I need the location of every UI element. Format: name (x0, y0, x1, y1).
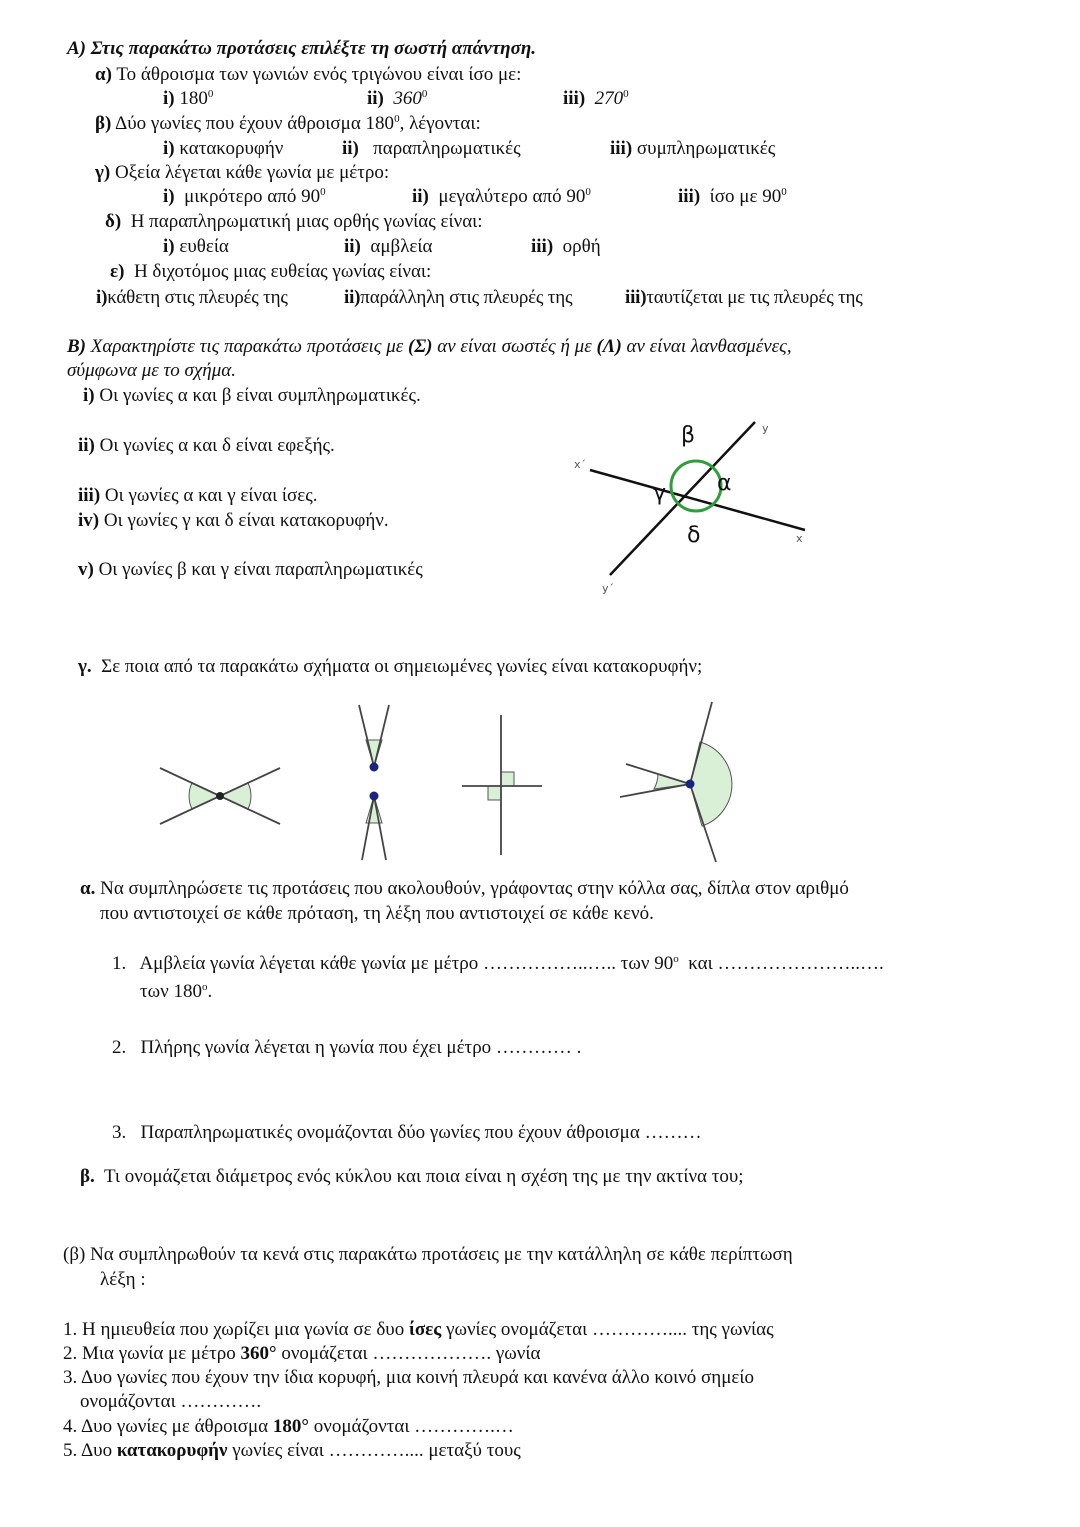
option-d-2[interactable]: ii) αμβλεία (344, 236, 433, 257)
part-f-line-4: 4. Δυο γωνίες με άθροισμα 180° ονομάζονται ………….… (63, 1416, 514, 1437)
label-xp: x΄ (574, 458, 587, 471)
figure-4 (620, 702, 732, 862)
part-f-instructions-line2: λέξη : (100, 1269, 146, 1290)
part-f-line-2: 2. Μια γωνία με μέτρο 360° ονομάζεται ………………. γωνία (63, 1343, 541, 1364)
part-b-title: Β) Χαρακτηρίστε τις παρακάτω προτάσεις με (Σ) αν είναι σωστές ή με (Λ) αν είναι λανθασμένες, (67, 336, 792, 357)
question-d: δ) Η παραπληρωματική μιας ορθής γωνίας είναι: (105, 211, 483, 232)
option-c-3[interactable]: iii) ίσο με $90^0$ (678, 186, 787, 207)
question-a: α) Το άθροισμα των γωνιών ενός τριγώνου είναι ίσο με: (95, 64, 522, 85)
statement-3: iii) Οι γωνίες α και γ είναι ίσες. (78, 485, 318, 506)
label-x: x (796, 532, 803, 545)
figure-4-point (686, 780, 695, 789)
figure-2 (359, 705, 389, 860)
option-b-1[interactable]: i) κατακορυφήν (163, 138, 284, 159)
angles-figure (560, 410, 820, 600)
option-c-1[interactable]: i) μικρότερο από $90^0$ (163, 186, 326, 207)
question-c: γ) Οξεία λέγεται κάθε γωνία με μέτρο: (95, 162, 390, 183)
part-f-line-1: 1. Η ημιευθεία που χωρίζει μια γωνία σε δυο ίσες γωνίες ονομάζεται ………….... της γωνίας (63, 1319, 774, 1340)
fill-sentence-1: 1. Αμβλεία γωνία λέγεται κάθε γωνία με μέτρο ……………..….. των $90^o$ και …………………..…. (112, 953, 884, 974)
statement-2: ii) Οι γωνίες α και δ είναι εφεξής. (78, 435, 335, 456)
option-e-1[interactable]: i)κάθετη στις πλευρές της (96, 287, 288, 308)
option-a-1[interactable]: i) $180^0$ (163, 88, 214, 109)
option-b-2[interactable]: ii) παραπληρωματικές (342, 138, 521, 159)
label-beta: β (681, 423, 696, 448)
fill-sentence-2: 2. Πλήρης γωνία λέγεται η γωνία που έχει μέτρο ………… . (112, 1037, 582, 1058)
label-yp: y΄ (602, 582, 615, 595)
fill-sentence-1-line2: των $180^o$. (140, 981, 213, 1002)
part-f-line-5: 5. Δυο κατακορυφήν γωνίες είναι ………….... μεταξύ τους (63, 1440, 521, 1461)
option-e-2[interactable]: ii)παράλληλη στις πλευρές της (344, 287, 573, 308)
question-b: β) Δύο γωνίες που έχουν άθροισμα $180^0$, λέγονται: (95, 113, 481, 134)
part-a-title: Α) Στις παρακάτω προτάσεις επιλέξτε τη σωστή απάντηση. (67, 38, 536, 59)
label-alpha: α (717, 471, 732, 496)
part-f-line-3b: ονομάζονται …………. (80, 1391, 262, 1412)
question-e: ε) Η διχοτόμος μιας ευθείας γωνίας είναι: (110, 261, 432, 282)
part-d-instructions: α. Να συμπληρώσετε τις προτάσεις που ακολουθούν, γράφοντας στην κόλλα σας, δίπλα στον αριθμό (80, 878, 849, 899)
part-f-instructions: (β) Να συμπληρωθούν τα κενά στις παρακάτω προτάσεις με την κατάλληλη σε κάθε περίπτωση (63, 1244, 793, 1265)
option-b-3[interactable]: iii) συμπληρωματικές (610, 138, 776, 159)
option-e-3[interactable]: iii)ταυτίζεται με τις πλευρές της (625, 287, 863, 308)
label-y: y (762, 422, 769, 435)
statement-4: iv) Οι γωνίες γ και δ είναι κατακορυφήν. (78, 510, 389, 531)
option-a-3[interactable]: iii) $270^0$ (563, 88, 629, 109)
option-a-2[interactable]: ii) $360^0$ (367, 88, 428, 109)
figure-1 (160, 768, 280, 824)
part-f-line-3: 3. Δυο γωνίες που έχουν την ίδια κορυφή, μια κοινή πλευρά και κανένα άλλο κοινό σημείο (63, 1367, 754, 1388)
option-d-1[interactable]: i) ευθεία (163, 236, 229, 257)
statement-5: v) Οι γωνίες β και γ είναι παραπληρωματικές (78, 559, 423, 580)
label-gamma: γ (653, 481, 667, 506)
figure-2-top-point (370, 763, 379, 772)
line-xx (590, 470, 805, 530)
option-d-3[interactable]: iii) ορθή (531, 236, 601, 257)
part-b-title-line2: σύμφωνα με το σχήμα. (67, 360, 236, 381)
vertical-angles-figures (140, 690, 750, 870)
label-delta: δ (687, 523, 701, 548)
statement-1: i) Οι γωνίες α και β είναι συμπληρωματικές. (83, 385, 421, 406)
figure-3 (462, 715, 542, 855)
figure-2-bottom-point (370, 792, 379, 801)
part-d-instructions-line2: που αντιστοιχεί σε κάθε πρόταση, τη λέξη που αντιστοιχεί σε κάθε κενό. (100, 903, 654, 924)
part-e-question: β. Τι ονομάζεται διάμετρος ενός κύκλου και ποια είναι η σχέση της με την ακτίνα του; (80, 1166, 744, 1187)
fill-sentence-3: 3. Παραπληρωματικές ονομάζονται δύο γωνίες που έχουν άθροισμα ……… (112, 1122, 702, 1143)
option-c-2[interactable]: ii) μεγαλύτερο από $90^0$ (412, 186, 591, 207)
part-c-question: γ. Σε ποια από τα παρακάτω σχήματα οι σημειωμένες γωνίες είναι κατακορυφήν; (78, 656, 703, 677)
